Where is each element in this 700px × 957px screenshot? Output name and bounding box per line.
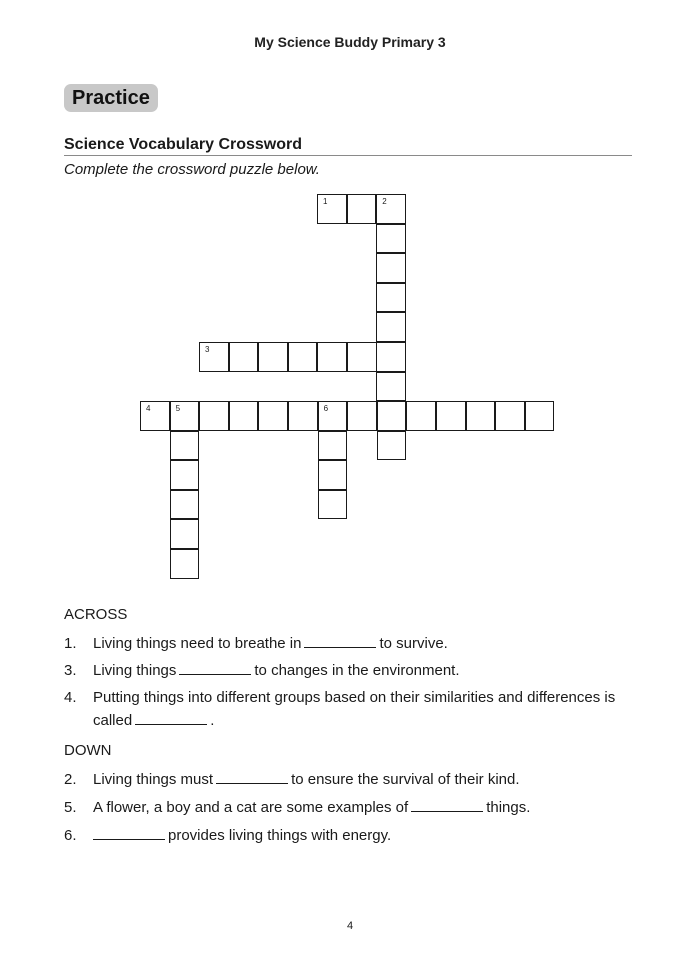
crossword-cell[interactable]: [347, 401, 377, 431]
clue-number: 5: [175, 404, 181, 413]
crossword-cell[interactable]: [318, 460, 348, 490]
answer-blank: [216, 783, 288, 784]
crossword-cell[interactable]: [377, 431, 407, 461]
crossword-cell[interactable]: [377, 401, 407, 431]
clue-number-label: 3.: [64, 662, 77, 679]
clue-number: 1: [323, 197, 328, 206]
crossword-cell[interactable]: [436, 401, 466, 431]
down-heading: DOWN: [64, 742, 112, 759]
running-header: My Science Buddy Primary 3: [254, 34, 446, 50]
crossword-cell[interactable]: [317, 342, 347, 372]
answer-blank: [93, 839, 165, 840]
crossword-cell[interactable]: [347, 194, 377, 224]
crossword-cell[interactable]: [258, 401, 288, 431]
crossword-cell[interactable]: [199, 401, 229, 431]
clue-number-label: 6.: [64, 827, 77, 844]
instruction-text: Complete the crossword puzzle below.: [64, 161, 320, 178]
crossword-cell[interactable]: [376, 253, 406, 283]
crossword-cell[interactable]: [170, 519, 200, 549]
clue-number: 3: [205, 345, 210, 354]
clue-number: 4: [146, 404, 151, 413]
crossword-cell[interactable]: [376, 312, 406, 342]
crossword-cell[interactable]: [170, 460, 200, 490]
practice-badge: Practice: [64, 84, 158, 112]
crossword-cell[interactable]: [376, 194, 406, 224]
crossword-cell[interactable]: [318, 401, 348, 431]
page-number: 4: [346, 920, 354, 932]
crossword-cell[interactable]: [376, 342, 406, 372]
clue-text: provides living things with energy.: [168, 827, 392, 844]
crossword-cell[interactable]: [318, 490, 348, 520]
clue-text: Living things must: [93, 771, 214, 788]
clue-text: Putting things into different groups based on their similarities and differences is called: [93, 689, 616, 729]
crossword-cell[interactable]: [466, 401, 496, 431]
crossword-cell[interactable]: [170, 401, 200, 431]
answer-blank: [304, 647, 376, 648]
crossword-cell[interactable]: [376, 224, 406, 254]
clue-text: to changes in the environment.: [254, 662, 460, 679]
crossword-cell[interactable]: [288, 401, 318, 431]
crossword-cell[interactable]: [376, 283, 406, 313]
crossword-cell[interactable]: [170, 549, 200, 579]
clue-number: 6: [323, 404, 329, 413]
crossword-cell[interactable]: [258, 342, 288, 372]
across-heading: ACROSS: [64, 606, 128, 623]
section-title: Science Vocabulary Crossword: [64, 136, 303, 153]
clue-text: things.: [486, 799, 531, 816]
clue-text: to ensure the survival of their kind.: [291, 771, 520, 788]
crossword-cell[interactable]: [288, 342, 318, 372]
crossword-cell[interactable]: [347, 342, 377, 372]
clue-number-label: 5.: [64, 799, 77, 816]
clue-number: 2: [382, 197, 387, 206]
crossword-cell[interactable]: [229, 401, 259, 431]
clue-text: to survive.: [379, 635, 448, 652]
answer-blank: [411, 811, 483, 812]
clue-number-label: 2.: [64, 771, 77, 788]
clue-text: Living things need to breathe in: [93, 635, 302, 652]
crossword-cell[interactable]: [406, 401, 436, 431]
crossword-cell[interactable]: [229, 342, 259, 372]
clue-number-label: 1.: [64, 635, 77, 652]
crossword-cell[interactable]: [199, 342, 229, 372]
crossword-cell[interactable]: [495, 401, 525, 431]
clue-number-label: 4.: [64, 689, 77, 706]
clue-text: A flower, a boy and a cat are some examples of: [93, 799, 409, 816]
crossword-cell[interactable]: [170, 490, 200, 520]
clue-text: .: [210, 712, 215, 729]
crossword-cell[interactable]: [317, 194, 347, 224]
crossword-cell[interactable]: [376, 372, 406, 402]
answer-blank: [179, 674, 251, 675]
crossword-cell[interactable]: [525, 401, 555, 431]
crossword-cell[interactable]: [140, 401, 170, 431]
crossword-cell[interactable]: [170, 431, 200, 461]
answer-blank: [135, 724, 207, 725]
crossword-cell[interactable]: [318, 431, 348, 461]
clue-text: Living things: [93, 662, 177, 679]
